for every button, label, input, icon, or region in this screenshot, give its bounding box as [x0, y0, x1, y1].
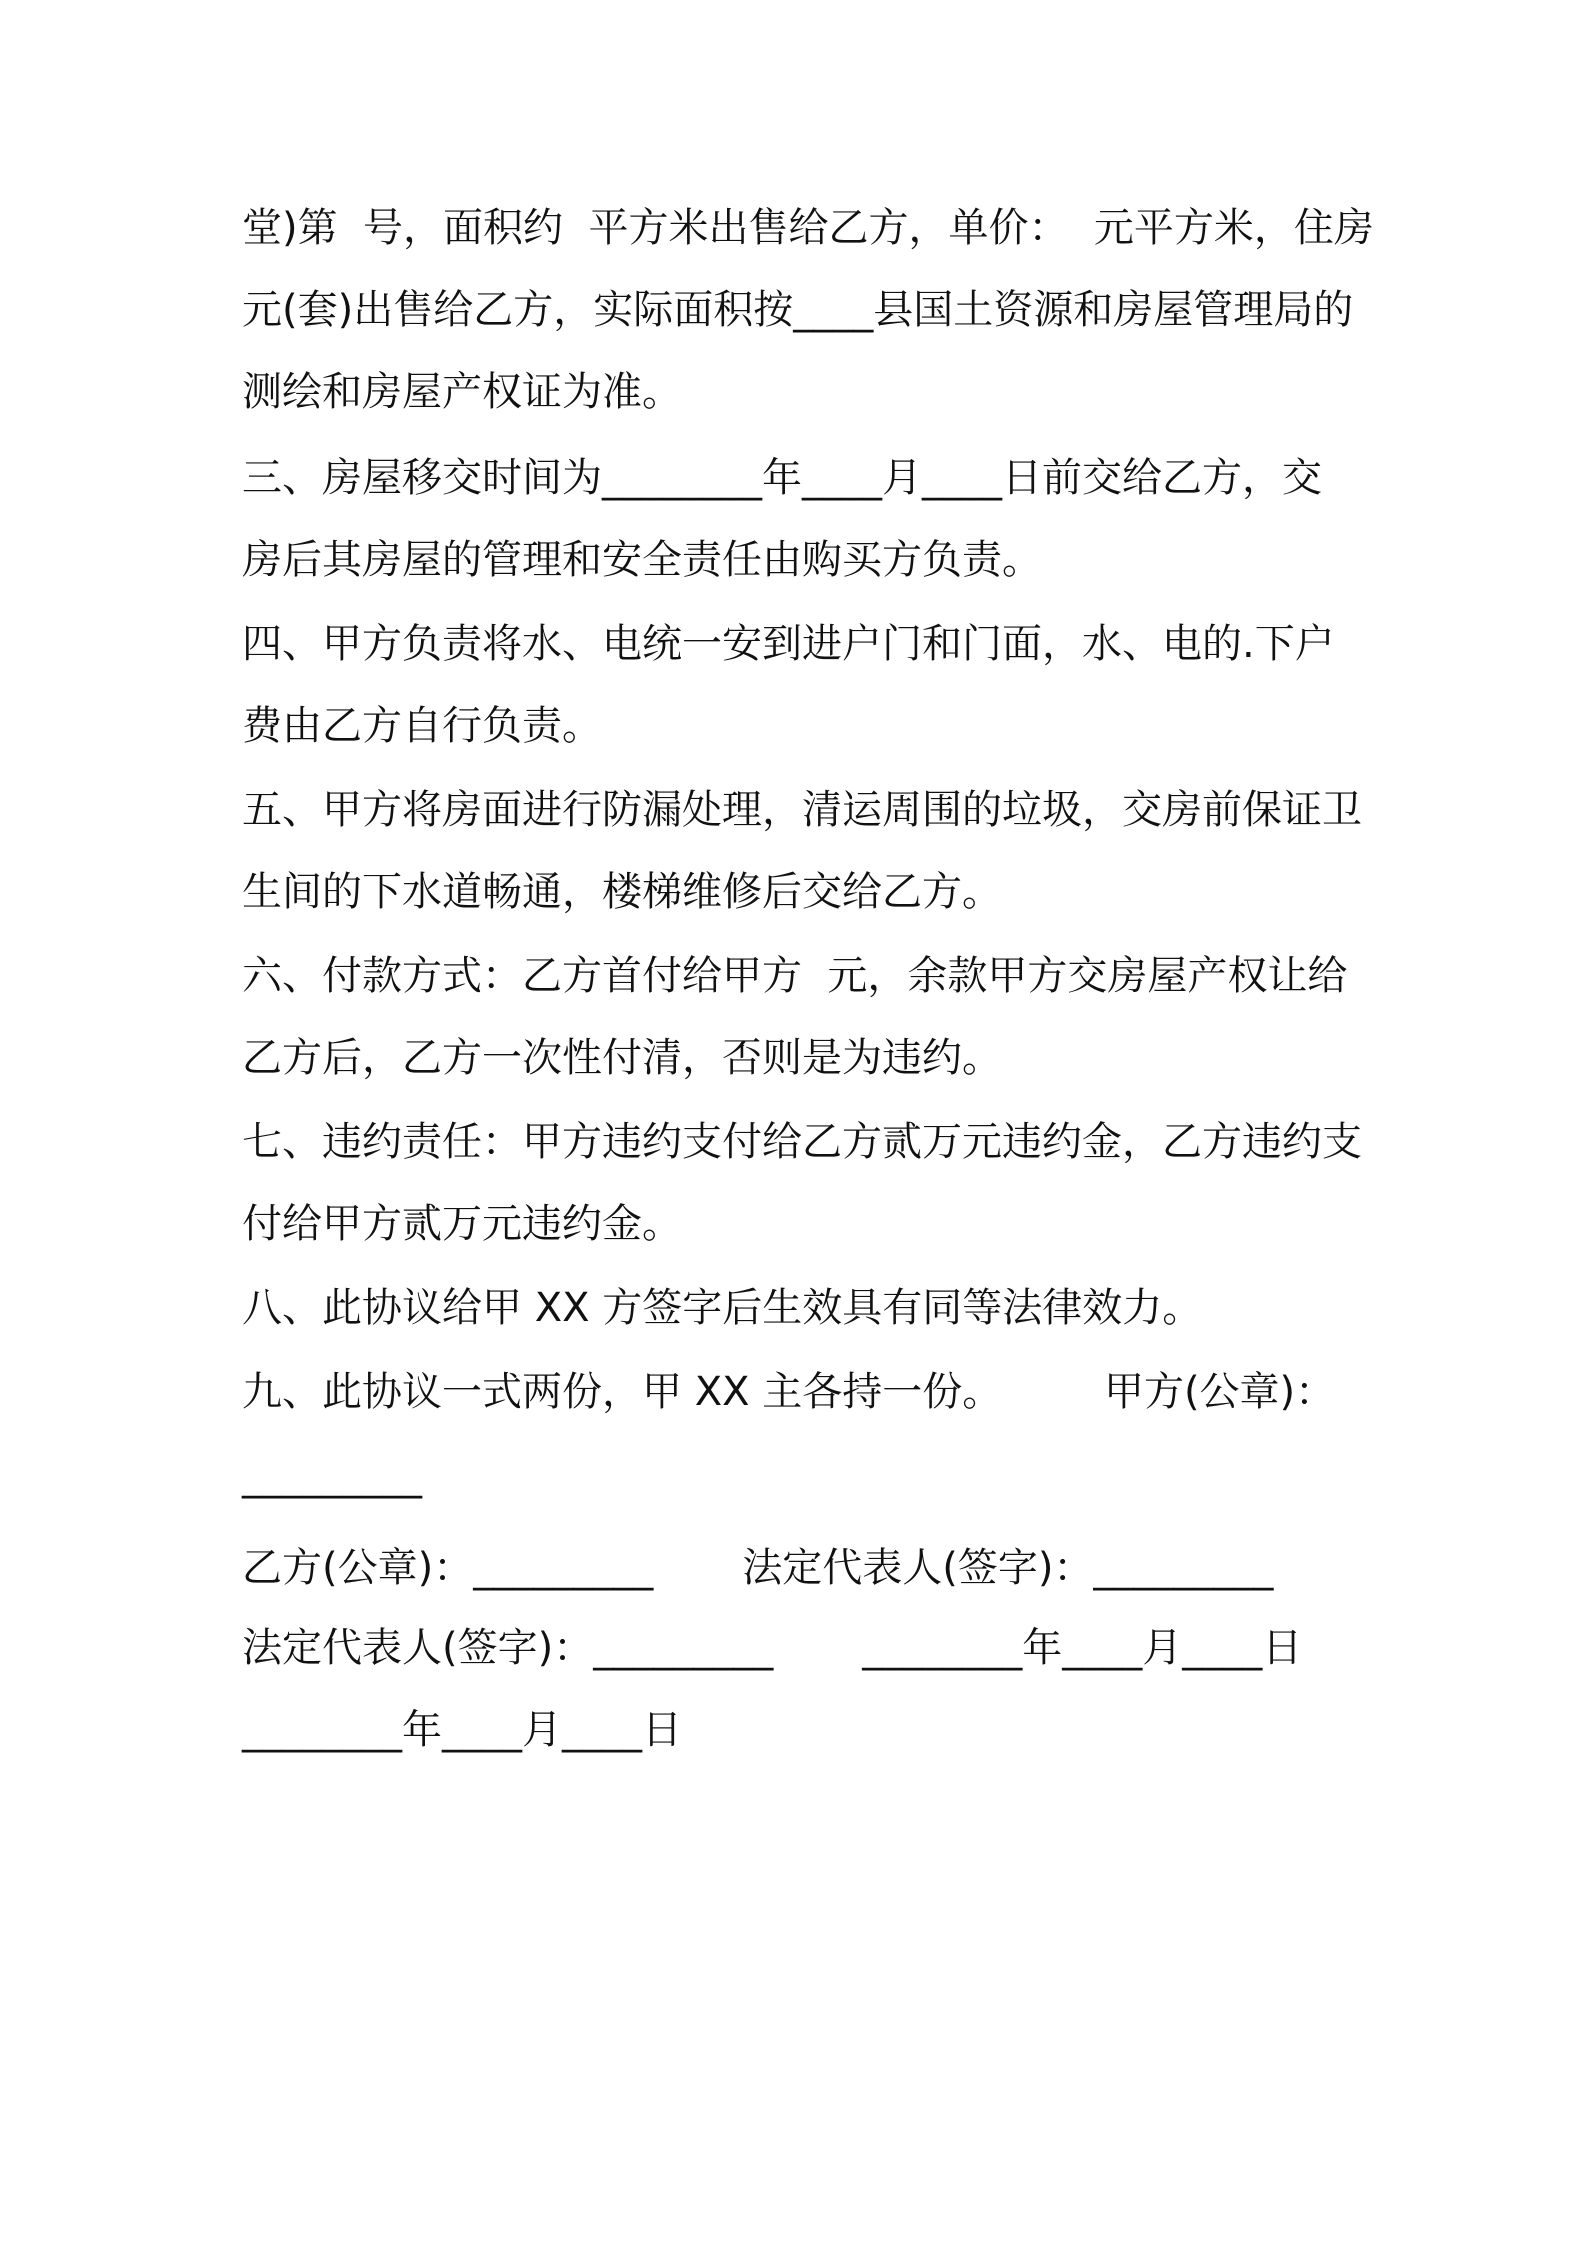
- clause-line: 七、违约责任：甲方违约支付给乙方贰万元违约金，乙方违约支: [242, 1119, 1362, 1165]
- clause-line: 乙方后，乙方一次性付清，否则是为违约。: [242, 1035, 1002, 1081]
- clause-line: 房后其房屋的管理和安全责任由购买方负责。: [242, 537, 1042, 583]
- clause-line: 元(套)出售给乙方，实际面积按____县国土资源和房屋管理局的: [242, 287, 1354, 333]
- signature-blank: _________: [242, 1453, 422, 1499]
- clause-line: 九、此协议一式两份，甲 XX 主各持一份。 甲方(公章)：: [242, 1369, 1336, 1415]
- clause-line: 付给甲方贰万元违约金。: [242, 1201, 682, 1247]
- clause-line: 费由乙方自行负责。: [242, 703, 602, 749]
- clause-line: 测绘和房屋产权证为准。: [242, 369, 682, 415]
- date-line: ________年____月____日: [242, 1707, 682, 1753]
- signature-line: 乙方(公章)：_________ 法定代表人(签字)：_________: [242, 1545, 1274, 1591]
- clause-line: 六、付款方式：乙方首付给甲方 元，余款甲方交房屋产权让给: [242, 953, 1348, 999]
- clause-line: 八、此协议给甲 XX 方签字后生效具有同等法律效力。: [242, 1285, 1203, 1331]
- clause-line: 生间的下水道畅通，楼梯维修后交给乙方。: [242, 869, 1002, 915]
- clause-line: 堂)第 号，面积约 平方米出售给乙方，单价： 元平方米，住房: [242, 205, 1374, 251]
- clause-line: 三、房屋移交时间为________年____月____日前交给乙方，交: [242, 455, 1322, 501]
- clause-line: 四、甲方负责将水、电统一安到进户门和门面，水、电的.下户: [242, 621, 1335, 667]
- signature-line: 法定代表人(签字)：_________ ________年____月____日: [242, 1625, 1303, 1671]
- clause-line: 五、甲方将房面进行防漏处理，清运周围的垃圾，交房前保证卫: [242, 787, 1362, 833]
